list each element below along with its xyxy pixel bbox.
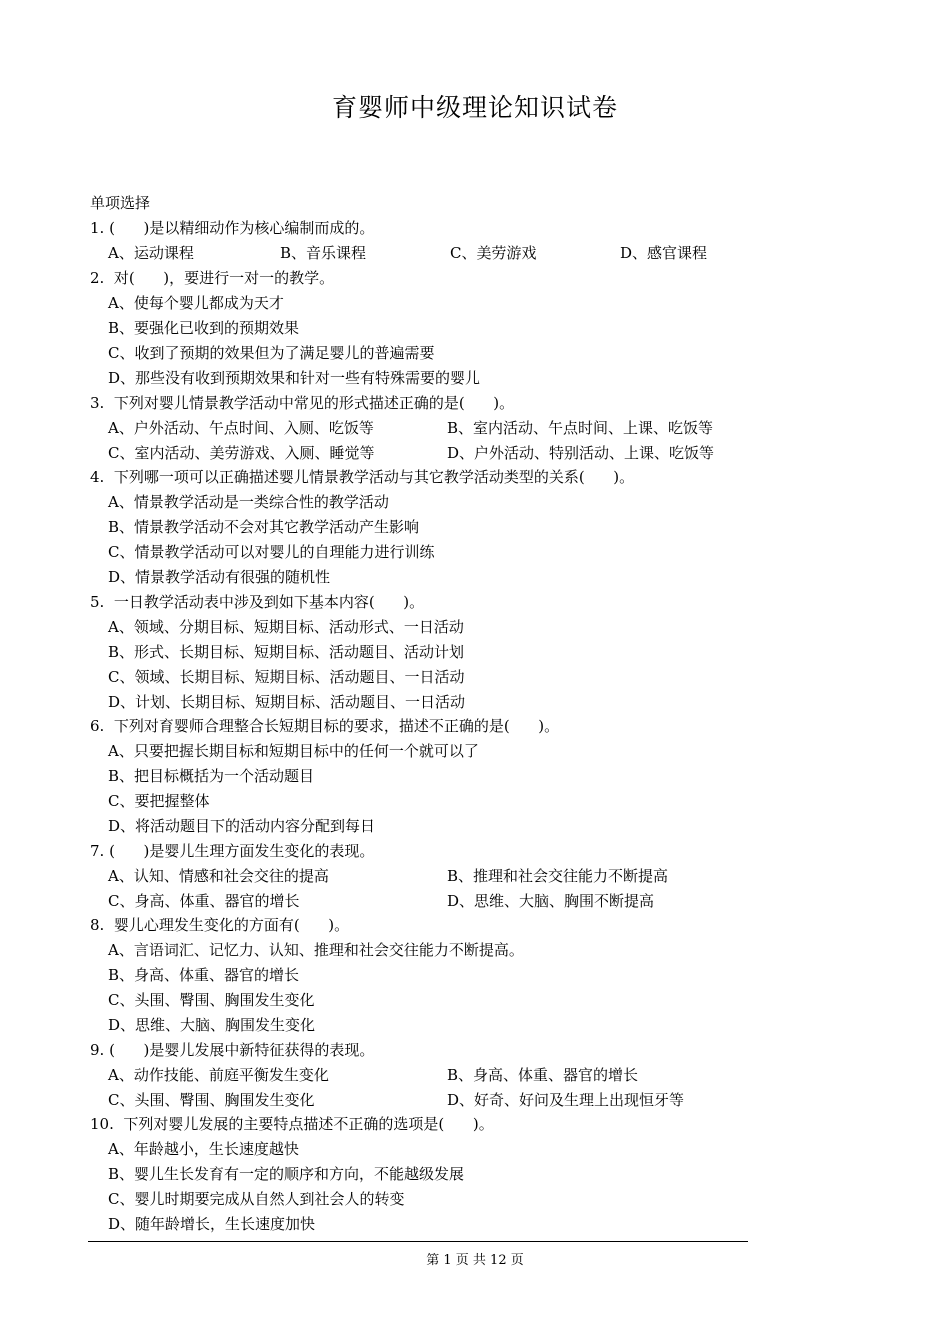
- question-9-option-a: A、动作技能、前庭平衡发生变化: [108, 1066, 329, 1084]
- question-4-stem: 4. 下列哪一项可以正确描述婴儿情景教学活动与其它教学活动类型的关系( )。: [90, 468, 635, 486]
- question-8-option-d: D、思维、大脑、胸围发生变化: [108, 1016, 316, 1034]
- question-5-stem: 5. 一日教学活动表中涉及到如下基本内容( )。: [90, 593, 425, 611]
- question-8-option-b: B、身高、体重、器官的增长: [108, 966, 300, 984]
- question-2-option-b: B、要强化已收到的预期效果: [108, 319, 300, 337]
- question-8-option-c: C、头围、臀围、胸围发生变化: [108, 991, 315, 1009]
- question-6-option-a: A、只要把握长期目标和短期目标中的任何一个就可以了: [108, 742, 479, 760]
- question-2-option-d: D、那些没有收到预期效果和针对一些有特殊需要的婴儿: [108, 369, 481, 387]
- question-5-option-c: C、领域、长期目标、短期目标、活动题目、一日活动: [108, 668, 465, 686]
- question-7-option-d: D、思维、大脑、胸围不断提高: [447, 892, 655, 910]
- question-10-stem: 10. 下列对婴儿发展的主要特点描述不正确的选项是( )。: [90, 1115, 494, 1133]
- question-4-option-d: D、情景教学活动有很强的随机性: [108, 568, 331, 586]
- question-7-option-b: B、推理和社会交往能力不断提高: [447, 867, 669, 885]
- question-4-option-a: A、情景教学活动是一类综合性的教学活动: [108, 493, 389, 511]
- question-3-stem: 3. 下列对婴儿情景教学活动中常见的形式描述正确的是( )。: [90, 394, 515, 412]
- question-7-option-c: C、身高、体重、器官的增长: [108, 892, 300, 910]
- question-9-stem: 9. ( )是婴儿发展中新特征获得的表现。: [90, 1041, 375, 1059]
- question-7-option-a: A、认知、情感和社会交往的提高: [108, 867, 329, 885]
- question-9-option-d: D、好奇、好问及生理上出现恒牙等: [447, 1091, 685, 1109]
- question-1-option-b: B、音乐课程: [280, 244, 367, 262]
- question-3-option-c: C、室内活动、美劳游戏、入厕、睡觉等: [108, 444, 375, 462]
- question-2-option-c: C、收到了预期的效果但为了满足婴儿的普遍需要: [108, 344, 435, 362]
- question-5-option-b: B、形式、长期目标、短期目标、活动题目、活动计划: [108, 643, 465, 661]
- question-3-option-a: A、户外活动、午点时间、入厕、吃饭等: [108, 419, 374, 437]
- footer-divider: [88, 1241, 748, 1242]
- question-6-option-b: B、把目标概括为一个活动题目: [108, 767, 315, 785]
- question-2-option-a: A、使每个婴儿都成为天才: [108, 294, 284, 312]
- question-6-option-d: D、将活动题目下的活动内容分配到每日: [108, 817, 376, 835]
- question-10-option-b: B、婴儿生长发育有一定的顺序和方向，不能越级发展: [108, 1165, 465, 1183]
- question-1-stem: 1. ( )是以精细动作为核心编制而成的。: [90, 219, 375, 237]
- question-8-stem: 8. 婴儿心理发生变化的方面有( )。: [90, 916, 350, 934]
- question-3-option-d: D、户外活动、特别活动、上课、吃饭等: [447, 444, 715, 462]
- question-6-stem: 6. 下列对育婴师合理整合长短期目标的要求，描述不正确的是( )。: [90, 717, 560, 735]
- question-1-option-d: D、感官课程: [620, 244, 708, 262]
- question-4-option-c: C、情景教学活动可以对婴儿的自理能力进行训练: [108, 543, 435, 561]
- question-6-option-c: C、要把握整体: [108, 792, 210, 810]
- question-5-option-a: A、领域、分期目标、短期目标、活动形式、一日活动: [108, 618, 464, 636]
- page-number-footer: 第 1 页 共 12 页: [426, 1253, 524, 1268]
- question-8-option-a: A、言语词汇、记忆力、认知、推理和社会交往能力不断提高。: [108, 941, 524, 959]
- question-9-option-b: B、身高、体重、器官的增长: [447, 1066, 639, 1084]
- question-4-option-b: B、情景教学活动不会对其它教学活动产生影响: [108, 518, 420, 536]
- question-10-option-d: D、随年龄增长，生长速度加快: [108, 1215, 316, 1233]
- question-1-option-a: A、运动课程: [108, 244, 194, 262]
- section-heading: 单项选择: [90, 194, 151, 212]
- question-9-option-c: C、头围、臀围、胸围发生变化: [108, 1091, 315, 1109]
- question-1-option-c: C、美劳游戏: [450, 244, 537, 262]
- question-3-option-b: B、室内活动、午点时间、上课、吃饭等: [447, 419, 714, 437]
- question-7-stem: 7. ( )是婴儿生理方面发生变化的表现。: [90, 842, 375, 860]
- question-10-option-c: C、婴儿时期要完成从自然人到社会人的转变: [108, 1190, 405, 1208]
- question-10-option-a: A、年龄越小，生长速度越快: [108, 1140, 299, 1158]
- page-title: 育婴师中级理论知识试卷: [331, 93, 618, 122]
- question-5-option-d: D、计划、长期目标、短期目标、活动题目、一日活动: [108, 693, 466, 711]
- question-2-stem: 2. 对( )，要进行一对一的教学。: [90, 269, 335, 287]
